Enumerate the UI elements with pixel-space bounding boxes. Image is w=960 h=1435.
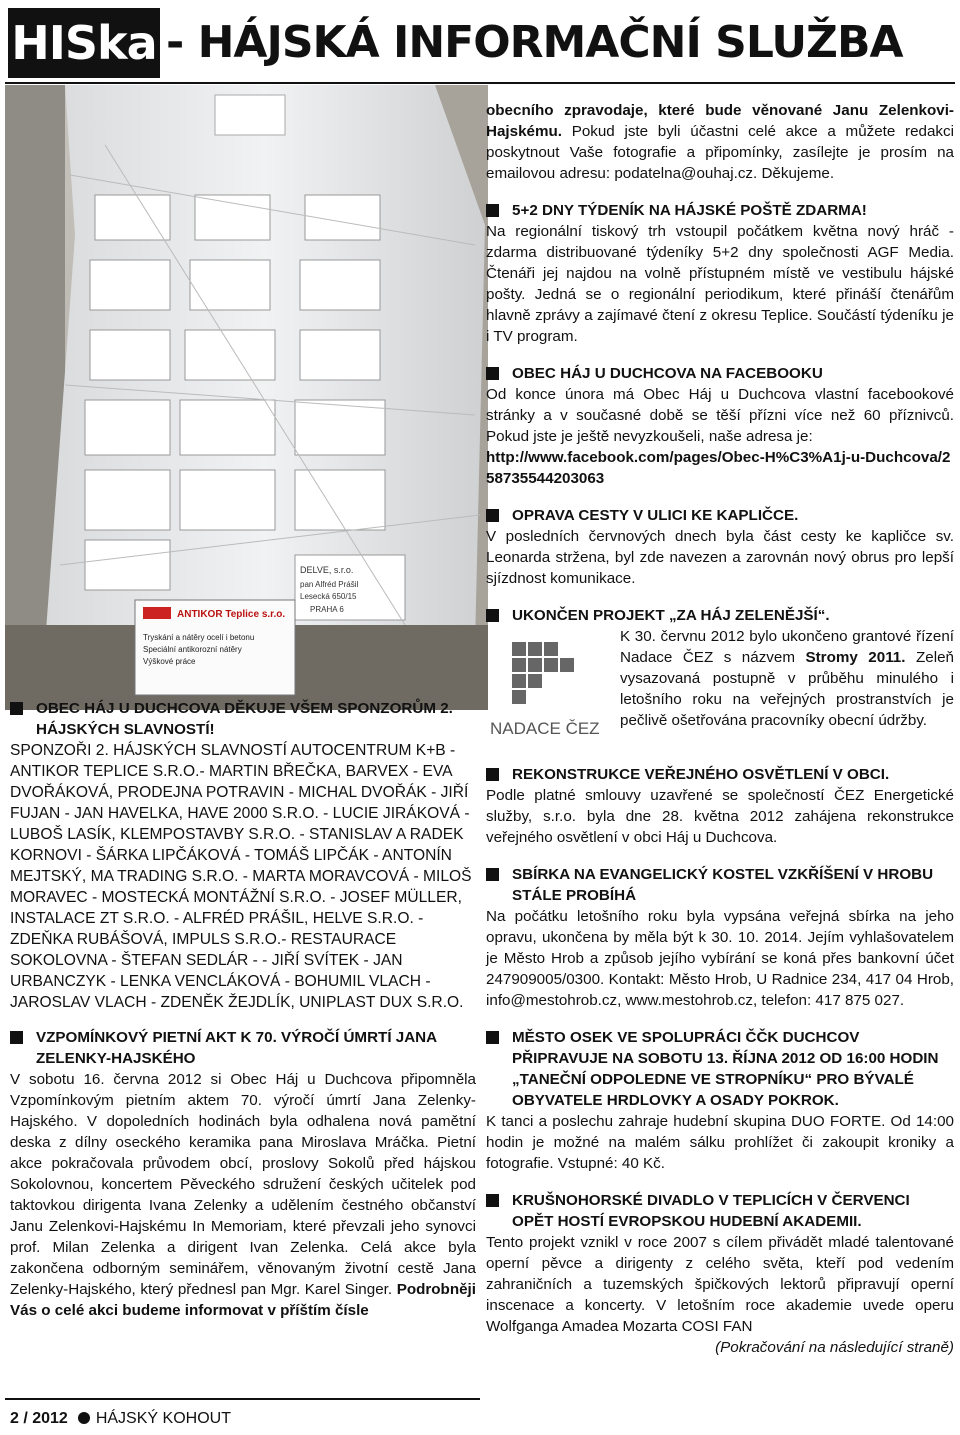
memorial-text: V sobotu 16. června 2012 si Obec Háj u Duchcova připomněla Vzpomínkovým pietním aktem 70. výročí úmrtí Jana Zelenky-Hajského. V dopoledních hodinách byla odhalena nová pamětní deska z dílny oseckého keramika pana Miroslava Mráčka. Pietní akce pokračovala průvodem obcí, proslovy Sokolů před hájskou Sokolovnou, koncertem Pěveckého sdružení českých učitelek pod taktovkou dirigenta Ivana Zelenky a udělením čestného občanství Janu Zelenkovi-Hajskému In Memoriam, které převzali jeho synovci prof. Milan Zelenka a dirigent Ivan Zelenka. Celá akce byla zakončena odborným seminářem, věnovaným životní cestě Jana Zelenky-Hajského, který přednesl pan Mgr. Karel Singer. Podrobněji Vás o celé akci budeme informovat v příštím čísle (10, 1071, 476, 1319)
section-text: Na počátku letošního roku byla vypsána veřejná sbírka na jeho opravu, ukončena by měla být k 30. 10. 2014. Jejím vyhlašovatelem je Město Hrob a způsob jejího vybírání se koná přes bankovní účet 247909005/0300. Kontakt: Město Hrob, U Radnice 234, 417 04 Hrob, info@mestohrob.cz, www.mestohrob.cz, telefon: 417 875 027. (486, 908, 954, 1009)
page-footer (10, 1410, 231, 1428)
section-text: Od konce února má Obec Háj u Duchcova vlastní facebookové stránky a v současné době se těší přízni více než 60 příznivců. Pokud jste je ještě nevyzkoušeli, naše adresa je: (486, 386, 954, 445)
bullet-dot-icon (78, 1412, 90, 1424)
section-heading: SBÍRKA NA EVANGELICKÝ KOSTEL VZKŘÍŠENÍ V HROBU STÁLE PROBÍHÁ (486, 864, 954, 906)
board-item-text: PRAHA 6 (310, 605, 344, 614)
bullet-square-icon (486, 509, 499, 522)
left-column (10, 698, 476, 1321)
board-item-text: pan Alfréd Prášil (300, 580, 359, 589)
antikor-sign-line: Speciální antikorozní nátěry (143, 645, 242, 654)
nadace-block (486, 626, 954, 752)
sponsor-board-photo (5, 85, 488, 710)
section-heading: KRUŠNOHORSKÉ DIVADLO V TEPLICÍCH V ČERVENCI OPĚT HOSTÍ EVROPSKOU HUDEBNÍ AKADEMII. (486, 1190, 954, 1232)
memorial-heading: VZPOMÍNKOVÝ PIETNÍ AKT K 70. VÝROČÍ ÚMRTÍ JANA ZELENKY-HAJSKÉHO (10, 1027, 476, 1069)
section-heading: MĚSTO OSEK VE SPOLUPRÁCI ČČK DUCHCOV PŘIPRAVUJE NA SOBOTU 13. ŘÍJNA 2012 OD 16:00 HODIN „TANEČNÍ ODPOLEDNE VE STROPNÍKU“ PRO BÝVALÉ OBYVATELE HRDLOVKY A OSADY POKROK. (486, 1027, 954, 1111)
hiska-logo: HISka (8, 8, 160, 78)
section-text: V posledních červnových dnech byla část cesty ke kapličce sv. Leonarda stržena, byl zde navezen a zarovnán nový obrus pro lepší sjízdnost komunikace. (486, 528, 954, 587)
sponsors-list: SPONZOŘI 2. HÁJSKÝCH SLAVNOSTÍ AUTOCENTRUM K+B - ANTIKOR TEPLICE S.R.O.- MARTIN BŘEČKA, BARVEX - EVA DVOŘÁKOVÁ, PRODEJNA POTRAVIN - MICHAL DVOŘÁK - JIŘÍ FUJAN - JAN HAVELKA, HAVE 2000 S.R.O. - LUCIE JIRÁKOVÁ - LUBOŠ LASÍK, KLEMPOSTAVBY S.R.O. - STANISLAV A RADEK KORNOVI - ŠÁRKA LIPČÁKOVÁ - TOMÁŠ LIPČÁK - ANTONÍN MEJTSKÝ, MA TRADING S.R.O. - MARTA MORAVCOVÁ - MILOŠ MORAVEC - MOSTECKÁ MONTÁŽNÍ S.R.O. - JOSEF MÜLLER, INSTALACE ZT S.R.O. - ALFRÉD PRÁŠIL, HELVE S.R.O. - ZDEŇKA RUBÁŠOVÁ, IMPULS S.R.O.- RESTAURACE SOKOLOVNA - ŠTEFAN SEDLÁR - - JIŘÍ SVÍTEK - JAN URBANCZYK - LENKA VENCLÁKOVÁ - BOHUMIL VLACH - JAROSLAV VLACH - ZDENĚK ŽEJDLÍK, UNIPLAST DUX S.R.O. (10, 742, 472, 1011)
bullet-square-icon (486, 1194, 499, 1207)
bullet-square-icon (10, 702, 23, 715)
section-heading: OBEC HÁJ U DUCHCOVA NA FACEBOOKU (486, 363, 954, 384)
sponsor-board-illustration (5, 85, 488, 710)
section-text: Podle platné smlouvy uzavřené se společností ČEZ Energetické služby, s.r.o. byla dne 28. května 2012 zahájena rekonstrukce veřejného osvětlení v obci Háj u Duchcova. (486, 787, 954, 846)
footer-rule (5, 1398, 480, 1400)
thanks-heading: OBEC HÁJ U DUCHCOVA DĚKUJE VŠEM SPONZORŮM 2. HÁJSKÝCH SLAVNOSTÍ! (10, 698, 476, 740)
bullet-square-icon (486, 367, 499, 380)
page-number: 2 / 2012 (10, 1410, 68, 1427)
antikor-sign-line: Výškové práce (143, 657, 196, 666)
nadace-cez-icon (486, 634, 612, 744)
intro-text: obecního zpravodaje, které bude věnované Janu Zelenkovi-Hajskému. Pokud jste byli účastni celé akce a můžete redakci poskytnout Vaše fotografie a připomínky, zasílejte je prosím na emailovou adresu: podatelna@ouhaj.cz. Děkujeme. (486, 102, 954, 182)
antikor-sign-title: ANTIKOR Teplice s.r.o. (177, 609, 286, 620)
nadace-cez-logo (486, 634, 612, 744)
section-heading: UKONČEN PROJEKT „ZA HÁJ ZELENĚJŠÍ“. (486, 605, 954, 626)
section-text: K 30. červnu 2012 bylo ukončeno grantové řízení Nadace ČEZ s názvem Stromy 2011. Zeleň vysazovaná postupně v průběhu minulého i letošního roku na veřejných prostranstvích je pečlivě ošetřována pracovníky obecní údržby. (620, 628, 954, 729)
publication-name: HÁJSKÝ KOHOUT (95, 1410, 231, 1427)
section-heading: OPRAVA CESTY V ULICI KE KAPLIČCE. (486, 505, 954, 526)
bullet-square-icon (486, 204, 499, 217)
bullet-square-icon (486, 768, 499, 781)
masthead-rule (5, 82, 955, 84)
section-heading: REKONSTRUKCE VEŘEJNÉHO OSVĚTLENÍ V OBCI. (486, 764, 954, 785)
memorial-bold-note: Podrobněji Vás o celé akci budeme informovat v příštím čísle (10, 1281, 476, 1319)
bullet-square-icon (486, 868, 499, 881)
bullet-square-icon (486, 609, 499, 622)
section-text: Na regionální tiskový trh vstoupil počátkem května nový hráč - zdarma distribuované týdeníky 5+2 dny společnosti AGF Media. Čtenáři jej najdou na volně přístupném místě ve vestibulu hájské pošty. Jedná se o regionální periodikum, které přináší čtenářům hlavně zprávy a zajímavé čtení z okresu Teplice. Součástí týdeníku je i TV program. (486, 223, 954, 345)
right-column (486, 100, 954, 1358)
section-text: Tento projekt vznikl v roce 2007 s cílem přivádět mladé talentované operní pěvce a dirigenty z celého světa, kteří pod vedením zahraničních a tuzemských špičkových lektorů připravují operní inscenace a koncerty. V letošním roce akademie uvede operu Wolfganga Amadea Mozarta COSI FAN (486, 1234, 954, 1335)
nadace-cez-label: NADACE ČEZ (490, 719, 600, 738)
board-item-text: Lesecká 650/15 (300, 592, 357, 601)
section-text: K tanci a poslechu zahraje hudební skupina DUO FORTE. Od 14:00 hodin je možné na malém sálku prohlížet či zakoupit kroniky a fotografie. Vstupné: 40 Kč. (486, 1113, 954, 1172)
section-heading: 5+2 DNY TÝDENÍK NA HÁJSKÉ POŠTĚ ZDARMA! (486, 200, 954, 221)
facebook-link[interactable]: http://www.facebook.com/pages/Obec-H%C3%A1j-u-Duchcova/258735544203063 (486, 449, 951, 487)
antikor-sign-line: Tryskání a nátěry ocelí i betonu (143, 633, 255, 642)
continued-note: (Pokračování na následující straně) (715, 1339, 954, 1356)
masthead-title: - HÁJSKÁ INFORMAČNÍ SLUŽBA (166, 17, 903, 68)
board-item-text: DELVE, s.r.o. (300, 565, 354, 575)
bullet-square-icon (10, 1031, 23, 1044)
bullet-square-icon (486, 1031, 499, 1044)
